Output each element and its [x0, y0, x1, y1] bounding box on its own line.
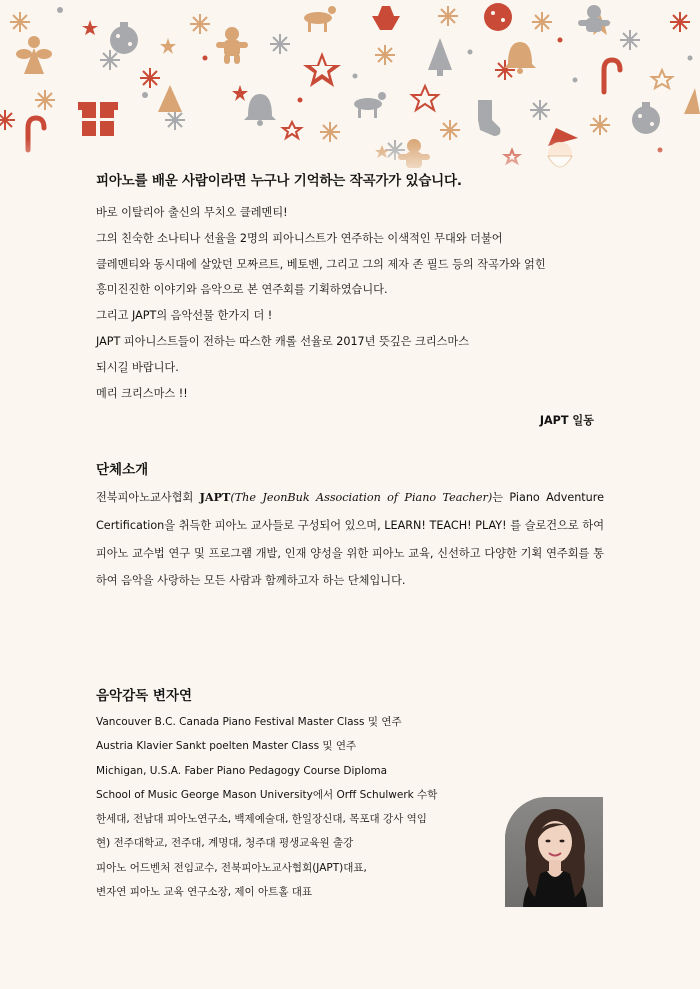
director-name: 변자연: [152, 688, 192, 704]
org-description-text: 는 Piano Adventure Certification을 취득한 피아노 교사들로 구성되어 있으며, LEARN! TEACH! PLAY! 를 슬로건으로 하여 피아노 교수법 연구 및 프로그램 개발, 인재 양성을 위한 피아노 교육, 신선하고 다양한 기획 연주회를 통하여 음악을 사랑하는 모든 사람과 함께하고자 하는 단체입니다.: [96, 491, 605, 588]
main-content: [96, 172, 604, 595]
career-item: Michigan, U.S.A. Faber Piano Pedagogy Course Diploma: [96, 764, 388, 777]
org-english-name: (The JeonBuk Association of Piano Teacher): [230, 491, 493, 505]
director-photo: [505, 797, 603, 907]
ornament-pattern: [0, 0, 700, 185]
intro-line: 그의 친숙한 소나티나 선율을 2명의 피아니스트가 연주하는 이색적인 무대와 더불어: [96, 231, 503, 245]
career-item: 변자연 피아노 교육 연구소장, 제이 아트홀 대표: [96, 886, 313, 899]
intro-line: 흥미진진한 이야기와 음악으로 본 연주회를 기획하였습니다.: [96, 283, 388, 297]
career-item: 피아노 어드벤처 전임교수, 전북피아노교사협회(JAPT)대표,: [96, 861, 367, 874]
organization-title: 단체소개: [96, 462, 149, 479]
intro-line: 메리 크리스마스 !!: [96, 386, 188, 400]
career-item: 현) 전주대학교, 전주대, 계명대, 청주대 평생교육원 출강: [96, 837, 354, 850]
career-item: 한세대, 전남대 피아노연구소, 백제예술대, 한일장신대, 목포대 강사 역임: [96, 813, 427, 826]
intro-line: 클레멘티와 동시대에 살았던 모짜르트, 베토벤, 그리고 그의 제자 존 필드 등의 작곡가와 얽힌: [96, 257, 546, 271]
career-item: School of Music George Mason University에서 Orff Schulwerk 수학: [96, 788, 438, 801]
intro-line: 바로 이탈리아 출신의 무치오 클레멘티!: [96, 206, 288, 219]
intro-line: 그리고 JAPT의 음악선물 한가지 더 !: [96, 309, 273, 323]
organization-description: [96, 484, 604, 594]
intro-title: 피아노를 배운 사람이라면 누구나 기억하는 작곡가가 있습니다.: [96, 173, 462, 189]
org-name-prefix: 전북피아노교사협회: [96, 491, 200, 505]
intro-line: JAPT 피아니스트들이 전하는 따스한 캐롤 선율로 2017년 뜻깊은 크리스마스: [96, 334, 470, 348]
christmas-header-decoration: [0, 0, 700, 185]
career-item: Vancouver B.C. Canada Piano Festival Master Class 및 연주: [96, 716, 402, 728]
director-role: 음악감독: [96, 688, 153, 704]
career-item: Austria Klavier Sankt poelten Master Class 및 연주: [96, 740, 357, 753]
director-title: [96, 686, 604, 706]
intro-line: 되시길 바랍니다.: [96, 360, 179, 374]
signature: JAPT 일동: [539, 414, 594, 428]
org-acronym: JAPT: [199, 490, 231, 505]
